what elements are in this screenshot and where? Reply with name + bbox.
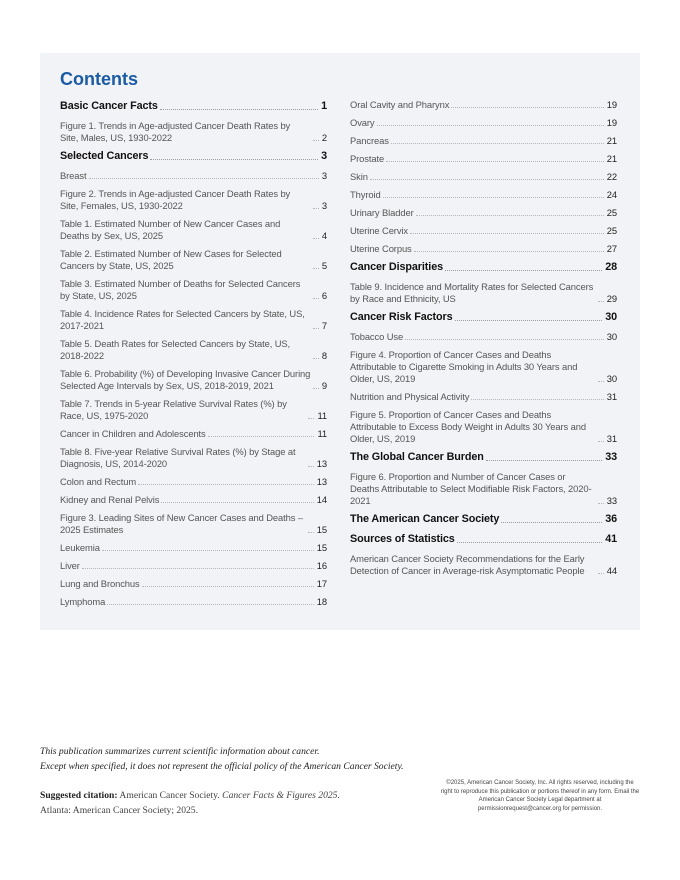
toc-page-number: 22 bbox=[606, 171, 617, 182]
toc-dot-leader bbox=[486, 459, 602, 461]
toc-dot-leader bbox=[102, 549, 314, 551]
toc-page-number: 19 bbox=[606, 117, 617, 128]
toc-entry-label: Prostate bbox=[350, 153, 385, 164]
toc-entry-thyroid[interactable] bbox=[350, 189, 617, 201]
toc-entry-label: Sources of Statistics bbox=[350, 533, 455, 545]
toc-entry-figure-6-proportion-and-number-of-cancer-cases-o[interactable] bbox=[350, 471, 617, 507]
toc-entry-table-5-death-rates-for-selected-cancers-by-stat[interactable] bbox=[60, 338, 327, 362]
toc-dot-leader bbox=[386, 160, 604, 162]
toc-dot-leader bbox=[313, 327, 319, 329]
toc-entry-figure-1-trends-in-age-adjusted-cancer-death-rat[interactable] bbox=[60, 120, 327, 144]
toc-entry-colon-and-rectum[interactable] bbox=[60, 476, 327, 488]
toc-page-number: 3 bbox=[321, 200, 327, 211]
toc-entry-label: Table 5. Death Rates for Selected Cancers by State, US, 2018-2022 bbox=[60, 338, 291, 361]
contents-left-column bbox=[60, 100, 327, 614]
toc-dot-leader bbox=[445, 269, 602, 271]
citation-label: Suggested citation: bbox=[40, 790, 118, 801]
toc-page-number: 16 bbox=[316, 560, 327, 571]
toc-dot-leader bbox=[410, 232, 604, 234]
toc-section-cancer-risk-factors[interactable] bbox=[350, 311, 617, 324]
toc-entry-label: Figure 3. Leading Sites of New Cancer Cases and Deaths – 2025 Estimates bbox=[60, 512, 303, 535]
disclaimer bbox=[40, 744, 480, 774]
toc-dot-leader bbox=[208, 435, 315, 437]
toc-entry-table-1-estimated-number-of-new-cancer-cases-and[interactable] bbox=[60, 218, 327, 242]
toc-entry-uterine-corpus[interactable] bbox=[350, 243, 617, 255]
toc-page-number: 25 bbox=[606, 225, 617, 236]
toc-page-number: 6 bbox=[321, 290, 327, 301]
toc-dot-leader bbox=[107, 603, 314, 605]
toc-entry-nutrition-and-physical-activity[interactable] bbox=[350, 391, 617, 403]
toc-dot-leader bbox=[414, 250, 604, 252]
toc-page-number: 15 bbox=[316, 524, 327, 535]
toc-page-number: 31 bbox=[606, 391, 617, 402]
toc-page-number: 15 bbox=[316, 542, 327, 553]
toc-entry-label: Leukemia bbox=[60, 542, 100, 553]
citation-org: American Cancer Society. bbox=[119, 790, 220, 801]
toc-entry-label: Breast bbox=[60, 170, 87, 181]
toc-page-number: 8 bbox=[321, 350, 327, 361]
toc-page-number: 30 bbox=[606, 373, 617, 384]
toc-page-number: 13 bbox=[316, 458, 327, 469]
toc-dot-leader bbox=[308, 417, 314, 419]
toc-page-number: 11 bbox=[317, 410, 327, 421]
toc-entry-prostate[interactable] bbox=[350, 153, 617, 165]
toc-entry-label: Table 1. Estimated Number of New Cancer Cases and Deaths by Sex, US, 2025 bbox=[60, 218, 281, 241]
toc-dot-leader bbox=[416, 214, 604, 216]
toc-page-number: 36 bbox=[605, 513, 617, 525]
toc-entry-label: Uterine Corpus bbox=[350, 243, 412, 254]
toc-page-number: 21 bbox=[606, 153, 617, 164]
toc-entry-lung-and-bronchus[interactable] bbox=[60, 578, 327, 590]
toc-entry-label: Colon and Rectum bbox=[60, 476, 137, 487]
toc-entry-label: Figure 5. Proportion of Cancer Cases and Deaths Attributable to Excess Body Weight in Adults 30 Years and Older, US, 2019 bbox=[350, 409, 586, 444]
toc-entry-label: Table 6. Probability (%) of Developing Invasive Cancer During Selected Age Intervals by Sex, US, 2018-2019, 2021 bbox=[60, 368, 311, 391]
toc-page-number: 28 bbox=[605, 261, 617, 273]
toc-page-number: 1 bbox=[321, 100, 327, 112]
toc-dot-leader bbox=[313, 387, 319, 389]
toc-dot-leader bbox=[391, 142, 604, 144]
toc-entry-label: Skin bbox=[350, 171, 368, 182]
toc-dot-leader bbox=[598, 300, 604, 302]
suggested-citation bbox=[40, 788, 420, 818]
toc-entry-label: Thyroid bbox=[350, 189, 381, 200]
toc-entry-label: Tobacco Use bbox=[350, 331, 404, 342]
toc-page-number: 24 bbox=[606, 189, 617, 200]
toc-entry-label: Pancreas bbox=[350, 135, 389, 146]
toc-page-number: 4 bbox=[321, 230, 327, 241]
toc-entry-pancreas[interactable] bbox=[350, 135, 617, 147]
toc-dot-leader bbox=[82, 567, 314, 569]
toc-entry-table-7-trends-in-5-year-relative-survival-rates[interactable] bbox=[60, 398, 327, 422]
toc-entry-label: Nutrition and Physical Activity bbox=[350, 391, 470, 402]
toc-dot-leader bbox=[308, 465, 314, 467]
toc-entry-label: Figure 6. Proportion and Number of Cancer Cases or Deaths Attributable to Select Modifiable Risk Factors, 2020-2021 bbox=[350, 471, 592, 506]
toc-page-number: 11 bbox=[317, 428, 327, 439]
toc-dot-leader bbox=[598, 572, 604, 574]
toc-page-number: 14 bbox=[316, 494, 327, 505]
toc-entry-label: Lymphoma bbox=[60, 596, 106, 607]
toc-page-number: 33 bbox=[606, 495, 617, 506]
toc-dot-leader bbox=[313, 357, 319, 359]
toc-entry-figure-4-proportion-of-cancer-cases-and-deaths-a[interactable] bbox=[350, 349, 617, 385]
toc-dot-leader bbox=[598, 380, 604, 382]
disclaimer-line-1: This publication summarizes current scientific information about cancer. bbox=[40, 746, 320, 757]
toc-section-the-global-cancer-burden[interactable] bbox=[350, 451, 617, 464]
toc-entry-label: Table 3. Estimated Number of Deaths for Selected Cancers by State, US, 2025 bbox=[60, 278, 301, 301]
toc-dot-leader bbox=[313, 139, 319, 141]
toc-dot-leader bbox=[451, 106, 603, 108]
toc-entry-label: Ovary bbox=[350, 117, 375, 128]
toc-page-number: 9 bbox=[321, 380, 327, 391]
toc-entry-cancer-in-children-and-adolescents[interactable] bbox=[60, 428, 327, 440]
toc-entry-table-2-estimated-number-of-new-cases-for-select[interactable] bbox=[60, 248, 327, 272]
toc-entry-ovary[interactable] bbox=[350, 117, 617, 129]
toc-entry-breast[interactable] bbox=[60, 170, 327, 182]
toc-entry-label: Cancer Disparities bbox=[350, 261, 444, 273]
toc-entry-label: Kidney and Renal Pelvis bbox=[60, 494, 160, 505]
toc-entry-table-6-probability-of-developing-invasive-cance[interactable] bbox=[60, 368, 327, 392]
toc-entry-table-9-incidence-and-mortality-rates-for-select[interactable] bbox=[350, 281, 617, 305]
toc-entry-label: Selected Cancers bbox=[60, 150, 149, 162]
toc-dot-leader bbox=[160, 108, 318, 110]
toc-entry-label: Lung and Bronchus bbox=[60, 578, 140, 589]
toc-dot-leader bbox=[471, 398, 603, 400]
toc-page-number: 3 bbox=[321, 170, 327, 181]
toc-entry-label: Cancer in Children and Adolescents bbox=[60, 428, 206, 439]
toc-section-the-american-cancer-society[interactable] bbox=[350, 513, 617, 526]
toc-entry-label: The Global Cancer Burden bbox=[350, 451, 484, 463]
toc-page-number: 17 bbox=[316, 578, 327, 589]
toc-entry-label: American Cancer Society Recommendations for the Early Detection of Cancer in Average-risk Asymptomatic People bbox=[350, 553, 585, 576]
toc-page-number: 41 bbox=[605, 533, 617, 545]
toc-entry-figure-3-leading-sites-of-new-cancer-cases-and-d[interactable] bbox=[60, 512, 327, 536]
toc-dot-leader bbox=[405, 338, 604, 340]
toc-entry-figure-5-proportion-of-cancer-cases-and-deaths-a[interactable] bbox=[350, 409, 617, 445]
toc-entry-leukemia[interactable] bbox=[60, 542, 327, 554]
contents-right-column bbox=[350, 99, 617, 583]
toc-page-number: 27 bbox=[606, 243, 617, 254]
toc-page-number: 18 bbox=[316, 596, 327, 607]
toc-dot-leader bbox=[383, 196, 604, 198]
toc-section-sources-of-statistics[interactable] bbox=[350, 533, 617, 546]
toc-section-selected-cancers[interactable] bbox=[60, 150, 327, 163]
toc-page-number: 30 bbox=[605, 311, 617, 323]
toc-page-number: 5 bbox=[321, 260, 327, 271]
toc-entry-oral-cavity-and-pharynx[interactable] bbox=[350, 99, 617, 111]
toc-dot-leader bbox=[377, 124, 604, 126]
toc-page-number: 2 bbox=[321, 132, 327, 143]
toc-section-cancer-disparities[interactable] bbox=[350, 261, 617, 274]
toc-entry-label: Urinary Bladder bbox=[350, 207, 414, 218]
toc-entry-liver[interactable] bbox=[60, 560, 327, 572]
toc-entry-label: Figure 2. Trends in Age-adjusted Cancer Death Rates by Site, Females, US, 1930-2022 bbox=[60, 188, 291, 211]
toc-entry-uterine-cervix[interactable] bbox=[350, 225, 617, 237]
toc-dot-leader bbox=[457, 541, 602, 543]
toc-entry-label: Cancer Risk Factors bbox=[350, 311, 453, 323]
toc-entry-label: Figure 4. Proportion of Cancer Cases and Deaths Attributable to Cigarette Smoking in Adults 30 Years and Older, US, 2019 bbox=[350, 349, 578, 384]
toc-entry-american-cancer-society-recommendations-for-the-[interactable] bbox=[350, 553, 617, 577]
toc-entry-label: Basic Cancer Facts bbox=[60, 100, 158, 112]
toc-entry-table-4-incidence-rates-for-selected-cancers-by-[interactable] bbox=[60, 308, 327, 332]
toc-entry-table-8-five-year-relative-survival-rates-by-sta[interactable] bbox=[60, 446, 327, 470]
toc-dot-leader bbox=[313, 237, 319, 239]
contents-title: Contents bbox=[60, 69, 138, 89]
toc-page-number: 7 bbox=[321, 320, 327, 331]
toc-entry-kidney-and-renal-pelvis[interactable] bbox=[60, 494, 327, 506]
toc-entry-label: Liver bbox=[60, 560, 80, 571]
toc-dot-leader bbox=[598, 502, 604, 504]
toc-dot-leader bbox=[313, 207, 319, 209]
toc-entry-skin[interactable] bbox=[350, 171, 617, 183]
copyright-notice: ©2025, American Cancer Society, Inc. All rights reserved, including the right to reproduce this publication or portions thereof in any form. Email the American Cancer Society Legal department at permissionrequest@cancer.org for permission. bbox=[440, 780, 640, 812]
toc-entry-label: Oral Cavity and Pharynx bbox=[350, 99, 450, 110]
toc-dot-leader bbox=[142, 585, 314, 587]
toc-dot-leader bbox=[501, 521, 602, 523]
toc-page-number: 30 bbox=[606, 331, 617, 342]
toc-page-number: 19 bbox=[606, 99, 617, 110]
toc-page-number: 44 bbox=[606, 565, 617, 576]
toc-dot-leader bbox=[455, 319, 603, 321]
toc-entry-label: Table 4. Incidence Rates for Selected Cancers by State, US, 2017-2021 bbox=[60, 308, 305, 331]
citation-publisher: Atlanta: American Cancer Society; 2025. bbox=[40, 805, 198, 816]
toc-entry-label: Table 9. Incidence and Mortality Rates for Selected Cancers by Race and Ethnicity, US bbox=[350, 281, 594, 304]
toc-entry-lymphoma[interactable] bbox=[60, 596, 327, 608]
toc-page-number: 3 bbox=[321, 150, 327, 162]
toc-dot-leader bbox=[313, 267, 319, 269]
toc-page-number: 31 bbox=[606, 433, 617, 444]
contents-panel bbox=[40, 53, 640, 630]
toc-page-number: 33 bbox=[605, 451, 617, 463]
toc-entry-label: Figure 1. Trends in Age-adjusted Cancer Death Rates by Site, Males, US, 1930-2022 bbox=[60, 120, 291, 143]
toc-page-number: 21 bbox=[606, 135, 617, 146]
toc-entry-label: Table 8. Five-year Relative Survival Rates (%) by Stage at Diagnosis, US, 2014-2020 bbox=[60, 446, 296, 469]
toc-section-basic-cancer-facts[interactable] bbox=[60, 100, 327, 113]
toc-entry-label: Uterine Cervix bbox=[350, 225, 408, 236]
toc-entry-label: Table 2. Estimated Number of New Cases for Selected Cancers by State, US, 2025 bbox=[60, 248, 282, 271]
toc-entry-table-3-estimated-number-of-deaths-for-selected-[interactable] bbox=[60, 278, 327, 302]
toc-entry-label: Table 7. Trends in 5-year Relative Survival Rates (%) by Race, US, 1975-2020 bbox=[60, 398, 287, 421]
toc-dot-leader bbox=[89, 177, 319, 179]
toc-entry-tobacco-use[interactable] bbox=[350, 331, 617, 343]
toc-dot-leader bbox=[598, 440, 604, 442]
toc-page-number: 25 bbox=[606, 207, 617, 218]
toc-dot-leader bbox=[308, 531, 314, 533]
citation-title: Cancer Facts & Figures 2025. bbox=[222, 790, 340, 801]
toc-dot-leader bbox=[313, 297, 319, 299]
toc-entry-urinary-bladder[interactable] bbox=[350, 207, 617, 219]
toc-dot-leader bbox=[370, 178, 604, 180]
toc-entry-figure-2-trends-in-age-adjusted-cancer-death-rat[interactable] bbox=[60, 188, 327, 212]
toc-entry-label: The American Cancer Society bbox=[350, 513, 500, 525]
disclaimer-line-2: Except when specified, it does not represent the official policy of the American Cancer Society. bbox=[40, 761, 404, 772]
toc-dot-leader bbox=[161, 501, 313, 503]
toc-page-number: 29 bbox=[606, 293, 617, 304]
toc-page-number: 13 bbox=[316, 476, 327, 487]
toc-dot-leader bbox=[150, 158, 318, 160]
toc-dot-leader bbox=[138, 483, 314, 485]
